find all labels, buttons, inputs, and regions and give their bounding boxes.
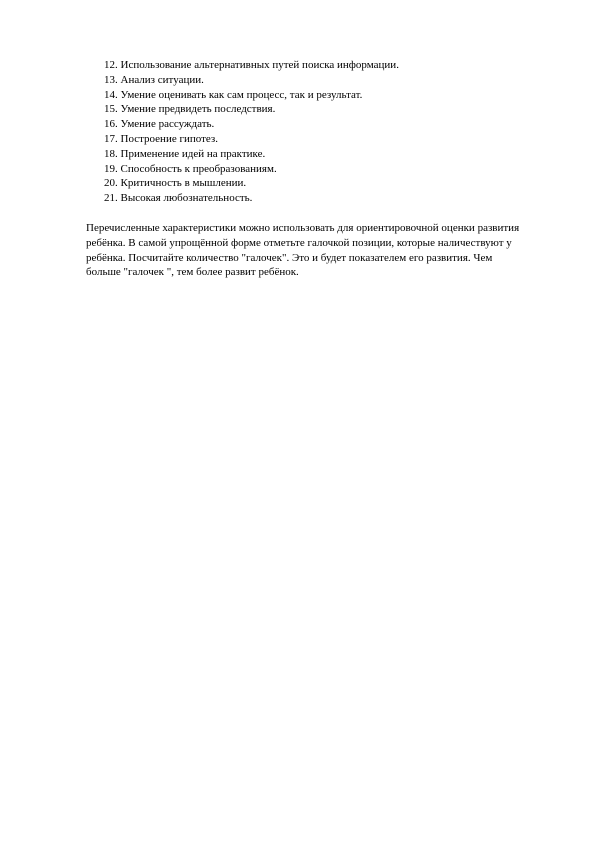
list-item: 12. Использование альтернативных путей поиска информации. (104, 59, 399, 71)
list-item: 18. Применение идей на практике. (104, 147, 266, 160)
paragraph-line: Перечисленные характеристики можно использовать для ориентировочной оценки развития (86, 222, 520, 234)
list-item: 20. Критичность в мышлении. (104, 177, 247, 190)
list-item: 16. Умение рассуждать. (104, 118, 215, 131)
list-item: 19. Способность к преобразованиям. (104, 162, 277, 175)
list-item: 17. Построение гипотез. (104, 132, 219, 145)
paragraph-line: ребёнка. Посчитайте количество "галочек". Это и будет показателем его развития. Чем (86, 251, 493, 264)
list-item: 14. Умение оценивать как сам процесс, так и результат. (104, 88, 363, 101)
list-item: 13. Анализ ситуации. (104, 73, 204, 86)
paragraph-line: больше "галочек ", тем более развит ребёнок. (86, 266, 299, 279)
skills-list (104, 58, 399, 206)
summary-paragraph (86, 221, 526, 280)
paragraph-line: ребёнка. В самой упрощённой форме отметьте галочкой позиции, которые наличествуют у (86, 236, 512, 249)
list-item: 15. Умение предвидеть последствия. (104, 103, 276, 116)
list-item: 21. Высокая любознательность. (104, 192, 253, 205)
